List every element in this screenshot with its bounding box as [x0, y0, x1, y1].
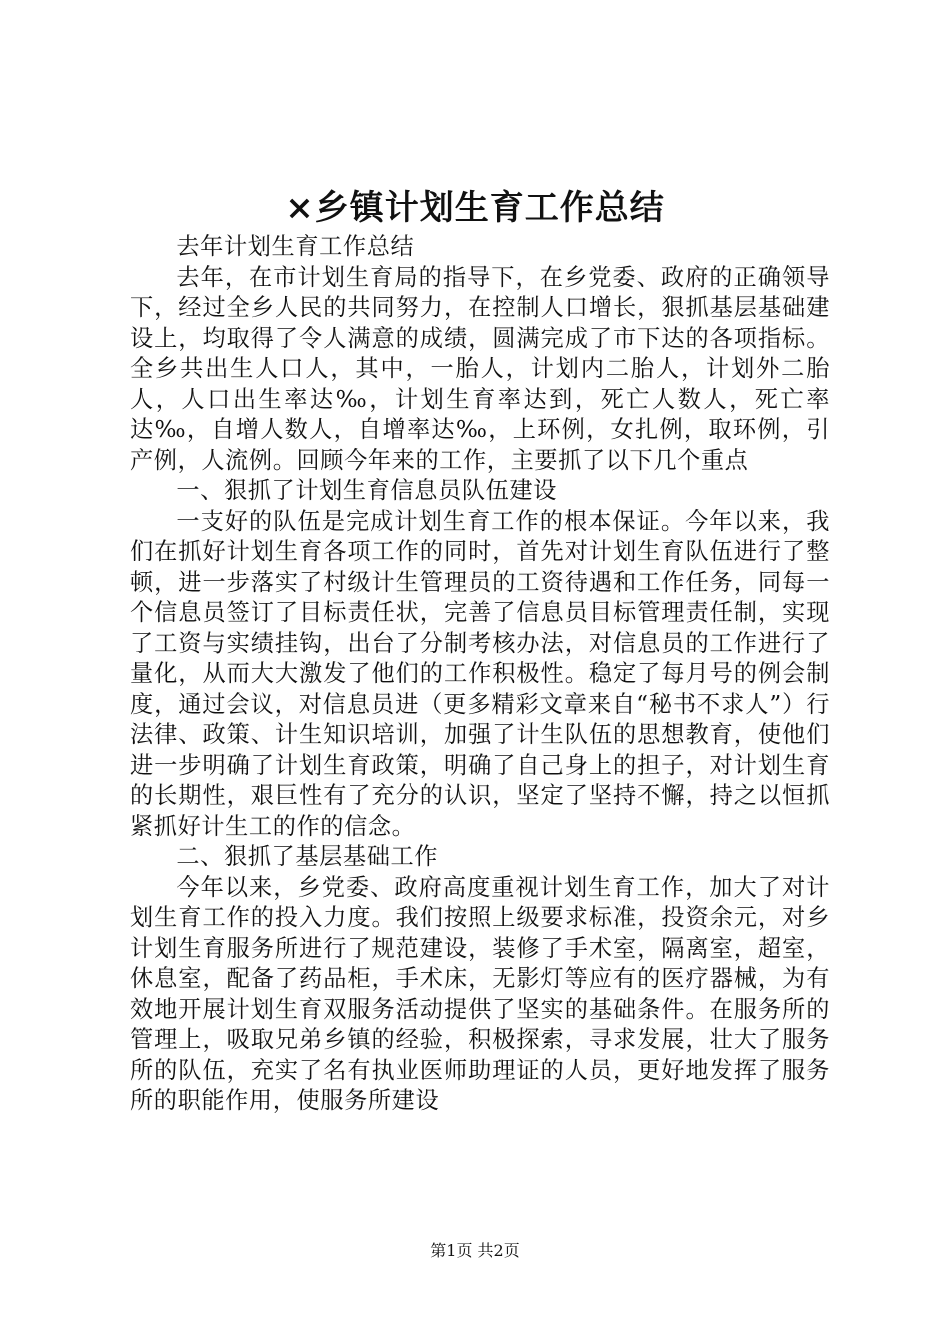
section-heading-1: 一、狠抓了计划生育信息员队伍建设 — [176, 477, 557, 504]
document-body — [130, 232, 830, 1117]
paragraph-intro: 去年，在市计划生育局的指导下，在乡党委、政府的正确领导下，经过全乡人民的共同努力，在控制人口增长，狠抓基层基础建设上，均取得了令人满意的成绩，圆满完成了市下达的各项指标。全乡共出生人口人，其中，一胎人，计划内二胎人，计划外二胎人，人口出生率达‰，计划生育率达到，死亡人数人，死亡率达‰，自增人数人，自增率达‰，上环例，女扎例，取环例，引产例，人流例。回顾今年来的工作，主要抓了以下几个重点 — [130, 263, 830, 474]
paragraph-section-2: 今年以来，乡党委、政府高度重视计划生育工作，加大了对计划生育工作的投入力度。我们按照上级要求标准，投资余元，对乡计划生育服务所进行了规范建设，装修了手术室，隔离室，超室，休息室，配备了药品柜，手术床，无影灯等应有的医疗器械，为有效地开展计划生育双服务活动提供了坚实的基础条件。在服务所的管理上，吸取兄弟乡镇的经验，积极探索，寻求发展，壮大了服务所的队伍，充实了名有执业医师助理证的人员，更好地发挥了服务所的职能作用，使服务所建设 — [130, 873, 830, 1114]
paragraph-subtitle: 去年计划生育工作总结 — [176, 233, 415, 260]
section-heading-2: 二、狠抓了基层基础工作 — [176, 843, 439, 870]
page-footer: 第1页 共2页 — [430, 1241, 520, 1260]
paragraph-section-1: 一支好的队伍是完成计划生育工作的根本保证。今年以来，我们在抓好计划生育各项工作的同时，首先对计划生育队伍进行了整顿，进一步落实了村级计生管理员的工资待遇和工作任务，同每一个信息员签订了目标责任状，完善了信息员目标管理责任制，实现了工资与实绩挂钩，出台了分制考核办法，对信息员的工作进行了量化，从而大大激发了他们的工作积极性。稳定了每月号的例会制度，通过会议，对信息员进（更多精彩文章来自“秘书不求人”）行法律、政策、计生知识培训，加强了计生队伍的思想教育，使他们进一步明确了计划生育政策，明确了自己身上的担子，对计划生育的长期性，艰巨性有了充分的认识，坚定了坚持不懈，持之以恒抓紧抓好计生工的作的信念。 — [130, 507, 830, 840]
document-title: ×乡镇计划生育工作总结 — [285, 188, 665, 228]
